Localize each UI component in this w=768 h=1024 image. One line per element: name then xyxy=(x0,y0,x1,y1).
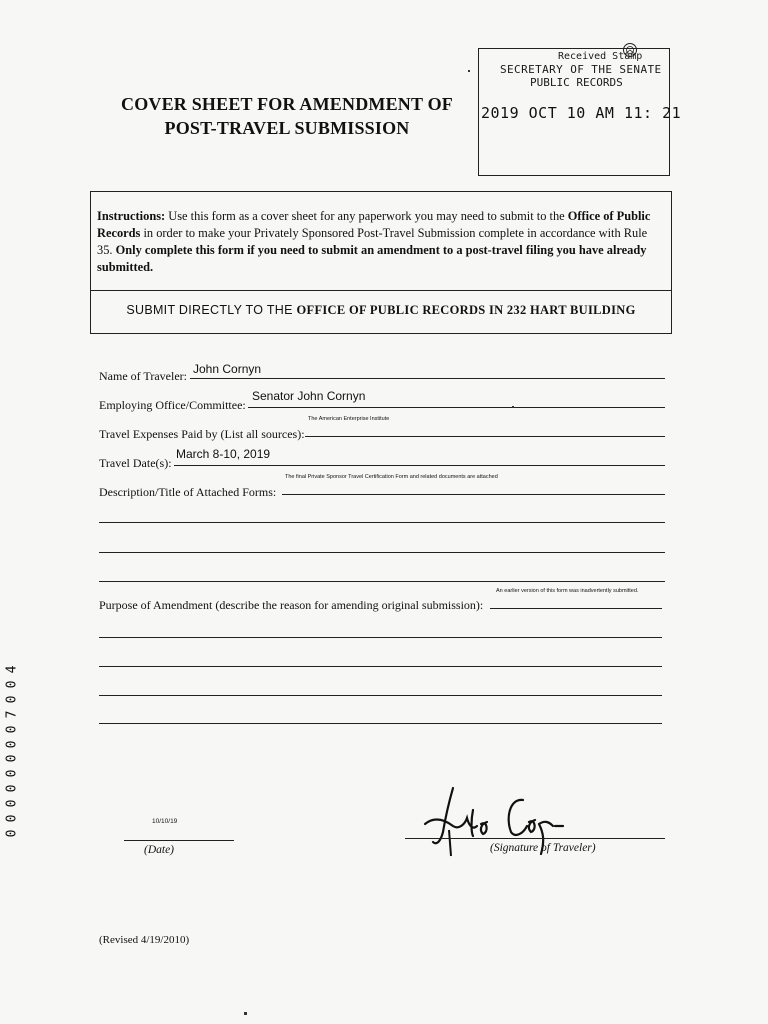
forms-line-3 xyxy=(99,552,665,553)
amend-line-4 xyxy=(99,695,662,696)
submit-directions xyxy=(90,303,672,318)
bates-digit: 0 xyxy=(4,754,20,763)
instructions-label: Instructions: xyxy=(97,209,166,223)
bates-digit: 0 xyxy=(4,725,20,733)
instructions-office: Office of Public Records xyxy=(97,209,651,240)
instructions-divider xyxy=(90,290,672,291)
submit-prefix: SUBMIT DIRECTLY TO THE xyxy=(126,303,293,317)
title-line-1: COVER SHEET FOR AMENDMENT OF xyxy=(121,94,453,114)
office-label: Employing Office/Committee: xyxy=(99,398,246,412)
stamp-date: 2019 OCT 10 AM 11: 21 xyxy=(481,104,682,122)
scan-mark xyxy=(468,70,470,72)
dates-label: Travel Date(s): xyxy=(99,456,172,470)
amend-value[interactable]: An earlier version of this form was inadvertently submitted. xyxy=(496,588,639,594)
bates-digit: 7 xyxy=(4,710,20,719)
office-line xyxy=(248,407,665,408)
amend-label: Purpose of Amendment (describe the reason for amending original submission): xyxy=(99,598,484,612)
amend-line-3 xyxy=(99,666,662,667)
office-value[interactable]: Senator John Cornyn xyxy=(252,389,366,403)
amend-line-2 xyxy=(99,637,662,638)
traveler-label: Name of Traveler: xyxy=(99,369,187,383)
scan-mark xyxy=(244,1012,247,1015)
bates-digit: 0 xyxy=(4,769,20,778)
forms-line xyxy=(282,494,665,495)
bates-digit: 0 xyxy=(4,784,20,793)
revision-note: (Revised 4/19/2010) xyxy=(99,934,190,946)
bates-digit: 0 xyxy=(4,680,20,689)
signature-label: (Signature of Traveler) xyxy=(490,842,596,854)
traveler-value[interactable]: John Cornyn xyxy=(193,362,262,376)
traveler-line xyxy=(190,378,665,379)
bates-digit: 0 xyxy=(4,799,20,808)
instructions-text xyxy=(97,208,663,276)
amend-line-5 xyxy=(99,723,662,724)
expenses-line xyxy=(305,436,665,437)
dates-value[interactable]: March 8-10, 2019 xyxy=(176,447,271,461)
bates-digit: 4 xyxy=(4,665,20,674)
date-line xyxy=(124,840,234,841)
instructions-text-b: in order to make your Privately Sponsored Post-Travel Submission complete in accordance with Rule 35. xyxy=(97,226,648,257)
submit-destination: OFFICE OF PUBLIC RECORDS IN 232 HART BUILDING xyxy=(296,303,636,317)
instructions-text-a: Use this form as a cover sheet for any paperwork you may need to submit to the xyxy=(168,209,565,223)
amend-line xyxy=(490,608,662,609)
date-label: (Date) xyxy=(144,844,175,856)
stamp-label: Received Stamp xyxy=(558,51,643,62)
form-title xyxy=(92,92,482,140)
expenses-label: Travel Expenses Paid by (List all sources): xyxy=(99,427,305,441)
signature-line xyxy=(405,838,665,839)
date-value[interactable]: 10/10/19 xyxy=(152,818,178,825)
dates-line xyxy=(174,465,665,466)
bates-digit: 0 xyxy=(4,829,20,838)
stamp-line-2: PUBLIC RECORDS xyxy=(530,76,623,89)
forms-value[interactable]: The final Private Sponsor Travel Certification Form and related documents are attached xyxy=(285,474,498,480)
title-line-2: POST-TRAVEL SUBMISSION xyxy=(164,118,410,138)
bates-digit: 0 xyxy=(4,695,20,704)
bates-digit: 0 xyxy=(4,740,20,748)
forms-line-4 xyxy=(99,581,665,582)
instructions-emphasis: Only complete this form if you need to submit an amendment to a post-travel filing you have already submitted. xyxy=(97,243,647,274)
bates-digit: 0 xyxy=(4,814,20,823)
stamp-line-1: SECRETARY OF THE SENATE xyxy=(500,63,662,76)
scan-mark xyxy=(512,406,514,408)
forms-label: Description/Title of Attached Forms: xyxy=(99,485,277,499)
expenses-value[interactable]: The American Enterprise Institute xyxy=(308,416,390,422)
forms-line-2 xyxy=(99,522,665,523)
bates-number xyxy=(6,662,20,841)
seal-icon xyxy=(622,42,638,58)
